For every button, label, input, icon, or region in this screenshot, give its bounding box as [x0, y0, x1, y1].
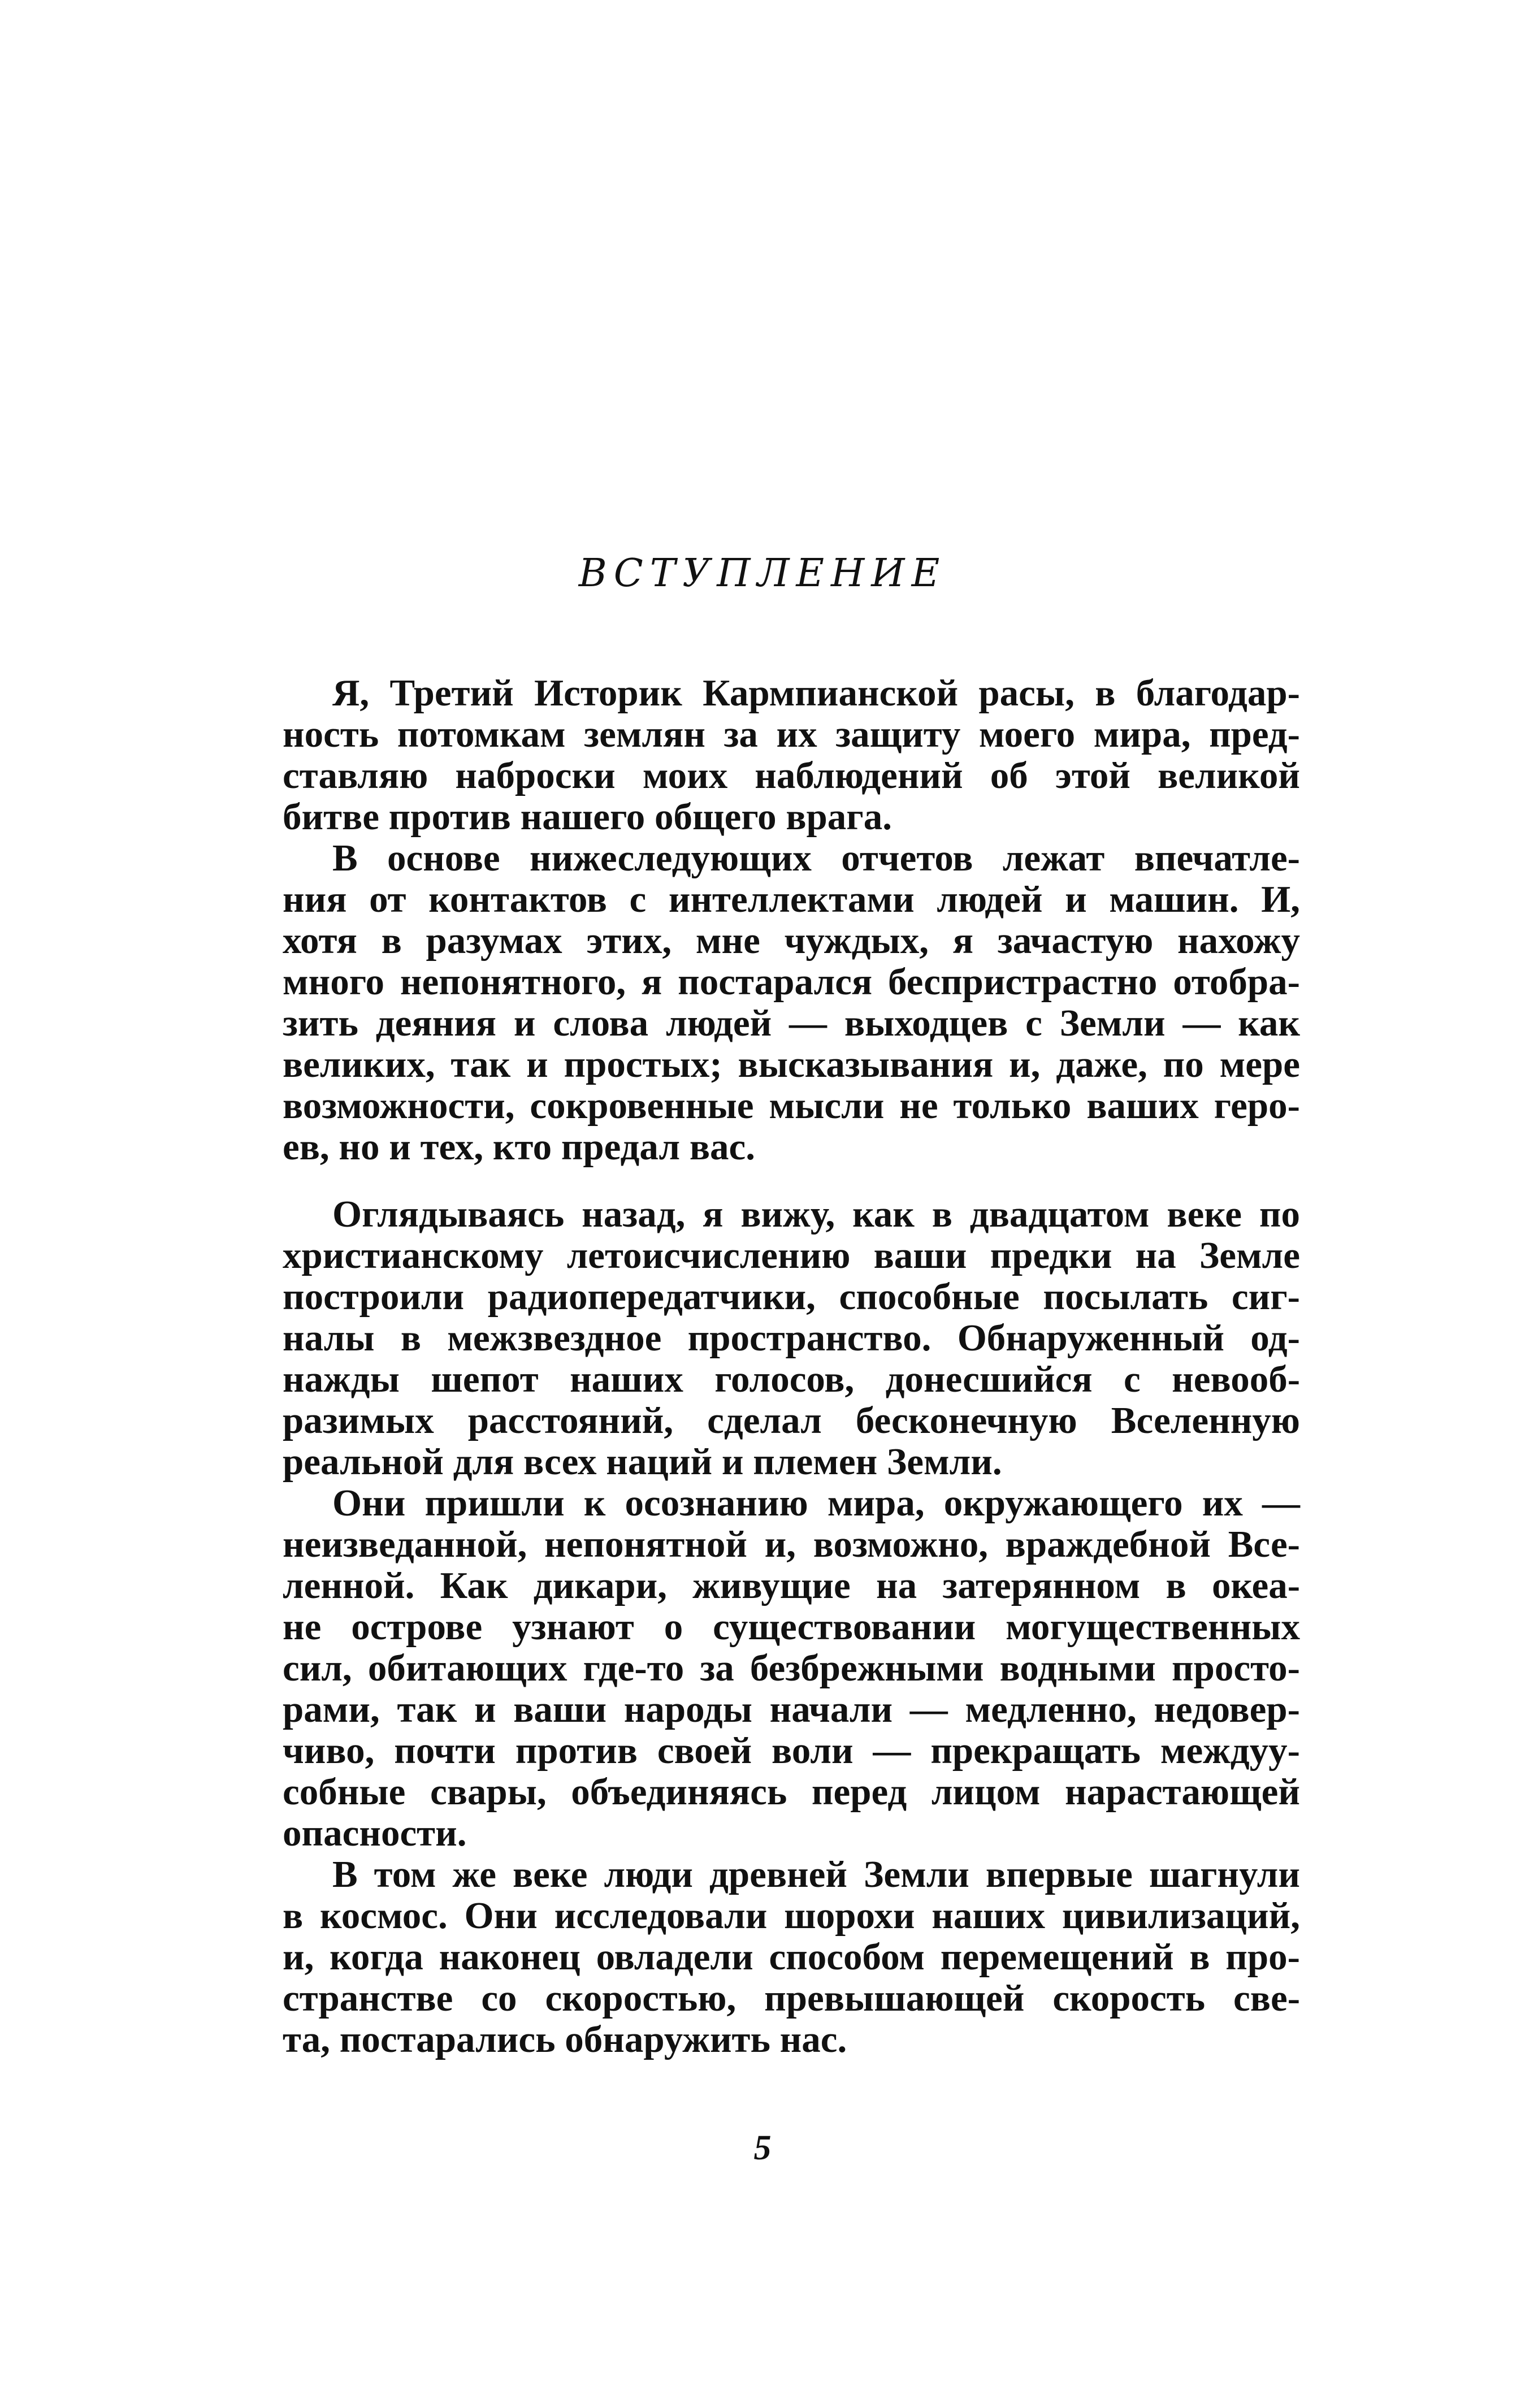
paragraph-2 [283, 838, 1300, 1168]
text-line: нажды шепот наших голосов, донесшийся с невооб- [283, 1358, 1300, 1400]
text-line: хотя в разумах этих, мне чуждых, я зачастую нахожу [283, 920, 1300, 962]
text-line: Оглядываясь назад, я вижу, как в двадцатом веке по [332, 1193, 1300, 1235]
text-line: рами, так и ваши народы начали — медленно, недовер- [283, 1688, 1300, 1730]
text-line: ленной. Как дикари, живущие на затерянном в океа- [283, 1565, 1300, 1606]
text-line: та, постарались обнаружить нас. [283, 2019, 847, 2060]
text-line: ность потомкам землян за их защиту моего мира, пред- [283, 713, 1300, 755]
text-line: ния от контактов с интеллектами людей и машин. И, [283, 878, 1300, 920]
text-line: чиво, почти против своей воли — прекращать междуу- [283, 1730, 1300, 1772]
text-line: построили радиопередатчики, способные посылать сиг- [283, 1276, 1300, 1318]
paragraph-3 [283, 1194, 1300, 1483]
text-line: неизведанной, непонятной и, возможно, враждебной Все- [283, 1523, 1300, 1565]
text-line: не острове узнают о существовании могущественных [283, 1606, 1300, 1648]
text-line: ставляю наброски моих наблюдений об этой великой [283, 755, 1300, 796]
text-block-second [283, 1194, 1300, 2060]
paragraph-5 [283, 1854, 1300, 2060]
text-line: В том же веке люди древней Земли впервые шагнули [332, 1853, 1300, 1895]
text-line: великих, так и простых; высказывания и, даже, по мере [283, 1043, 1300, 1085]
text-line: зить деяния и слова людей — выходцев с Земли — как [283, 1002, 1300, 1044]
text-line: В основе нижеследующих отчетов лежат впечатле- [332, 837, 1300, 879]
text-line: много непонятного, я постарался беспристрастно отобра- [283, 961, 1300, 1003]
text-line: Они пришли к осознанию мира, окружающего их — [332, 1482, 1300, 1524]
page-number: 5 [753, 2129, 772, 2167]
text-line: христианскому летоисчислению ваши предки на Земле [283, 1235, 1300, 1276]
text-line: реальной для всех наций и племен Земли. [283, 1441, 1002, 1483]
text-line: битве против нашего общего врага. [283, 796, 892, 838]
chapter-heading: ВСТУПЛЕНИЕ [578, 551, 947, 596]
paragraph-1 [283, 673, 1300, 838]
text-line: странстве со скоростью, превышающей скорость све- [283, 1977, 1300, 2019]
text-line: возможности, сокровенные мысли не только ваших геро- [283, 1085, 1300, 1127]
text-line: в космос. Они исследовали шорохи наших цивилизаций, [283, 1895, 1300, 1937]
text-block-first [283, 673, 1300, 1168]
text-line: ев, но и тех, кто предал вас. [283, 1126, 756, 1168]
text-line: разимых расстояний, сделал бесконечную Вселенную [283, 1400, 1300, 1441]
text-line: сил, обитающих где-то за безбрежными водными просто- [283, 1647, 1300, 1689]
text-line: опасности. [283, 1812, 467, 1854]
text-line: и, когда наконец овладели способом перемещений в про- [283, 1936, 1300, 1978]
text-line: Я, Третий Историк Кармпианской расы, в благодар- [332, 672, 1300, 714]
paragraph-4 [283, 1483, 1300, 1854]
text-line: налы в межзвездное пространство. Обнаруженный од- [283, 1317, 1300, 1359]
text-line: собные свары, объединяясь перед лицом нарастающей [283, 1771, 1300, 1813]
